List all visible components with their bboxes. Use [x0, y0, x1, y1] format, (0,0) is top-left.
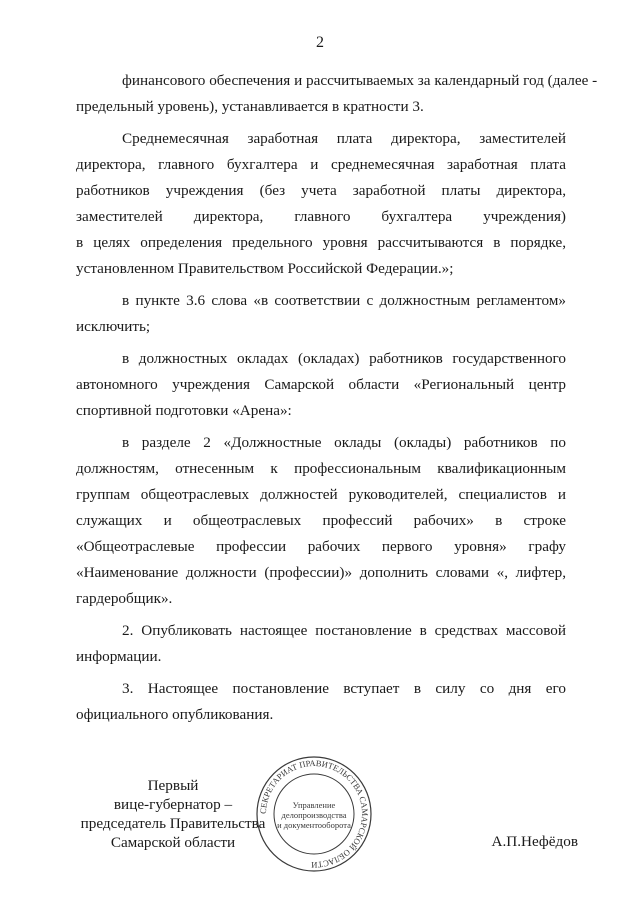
signatory-position-line: Первый — [147, 777, 199, 794]
page-number: 2 — [316, 34, 324, 51]
paragraph — [76, 430, 566, 612]
paragraph — [76, 618, 566, 670]
signatory-position — [68, 776, 278, 852]
paragraph-line: 2. Опубликовать настоящее постановление в средствах массовой — [122, 622, 566, 639]
signatory-position-line: Самарской области — [110, 834, 236, 851]
signatory-position-line: вице-губернатор – — [113, 796, 233, 813]
paragraph-line: предельный уровень), устанавливается в кратности 3. — [76, 98, 424, 115]
paragraph-line: информации. — [76, 648, 162, 665]
paragraph — [76, 288, 566, 340]
paragraph-line: автономного учреждения Самарской области «Региональный центр — [76, 376, 566, 393]
paragraph-line: гардеробщик». — [76, 590, 173, 607]
paragraph-line: исключить; — [76, 318, 151, 335]
stamp-ring-text: СЕКРЕТАРИАТ ПРАВИТЕЛЬСТВА САМАРСКОЙ ОБЛАСТИ — [257, 757, 371, 871]
paragraph-line: в должностных окладах (окладах) работников государственного — [122, 350, 566, 367]
signatory-name: А.П.Нефёдов — [491, 833, 578, 850]
stamp-center-line-3: и документооборота — [277, 820, 351, 830]
paragraph-line: финансового обеспечения и рассчитываемых за календарный год (далее - — [122, 72, 598, 89]
paragraph-line: в пункте 3.6 слова «в соответствии с должностным регламентом» — [122, 292, 566, 309]
paragraph-line: официального опубликования. — [76, 706, 274, 723]
paragraph — [76, 126, 566, 282]
paragraph-line: Среднемесячная заработная плата директора, заместителей — [122, 130, 566, 147]
paragraph-line: заместителей директора, главного бухгалтера учреждения) — [76, 208, 566, 225]
document-body — [76, 68, 598, 728]
paragraph-line: 3. Настоящее постановление вступает в силу со дня его — [122, 680, 566, 697]
paragraph-line: в разделе 2 «Должностные оклады (оклады) работников по — [122, 434, 566, 451]
paragraph-line: работников учреждения (без учета заработной платы директора, — [76, 182, 566, 199]
paragraph — [76, 676, 566, 728]
paragraph-line: установленном Правительством Российской Федерации.»; — [76, 260, 454, 277]
paragraph-line: «Наименование должности (профессии)» дополнить словами «, лифтер, — [76, 564, 566, 581]
paragraph-line: директора, главного бухгалтера и среднемесячная заработная плата — [76, 156, 566, 173]
paragraph-line: в целях определения предельного уровня рассчитываются в порядке, — [76, 234, 566, 251]
paragraph — [76, 68, 598, 120]
stamp-center-line-2: делопроизводства — [281, 810, 347, 820]
paragraph-line: «Общеотраслевые профессии рабочих первого уровня» графу — [76, 538, 566, 555]
paragraph-line: служащих и общеотраслевых профессий рабочих» в строке — [76, 512, 566, 529]
signatory-position-line: председатель Правительства — [80, 815, 266, 832]
stamp-center-line-1: Управление — [292, 800, 336, 810]
paragraph — [76, 346, 566, 424]
paragraph-line: спортивной подготовки «Арена»: — [76, 402, 292, 419]
paragraph-line: должностям, отнесенным к профессиональным квалификационным — [76, 460, 566, 477]
paragraph-line: группам общеотраслевых должностей руководителей, специалистов и — [76, 486, 566, 503]
